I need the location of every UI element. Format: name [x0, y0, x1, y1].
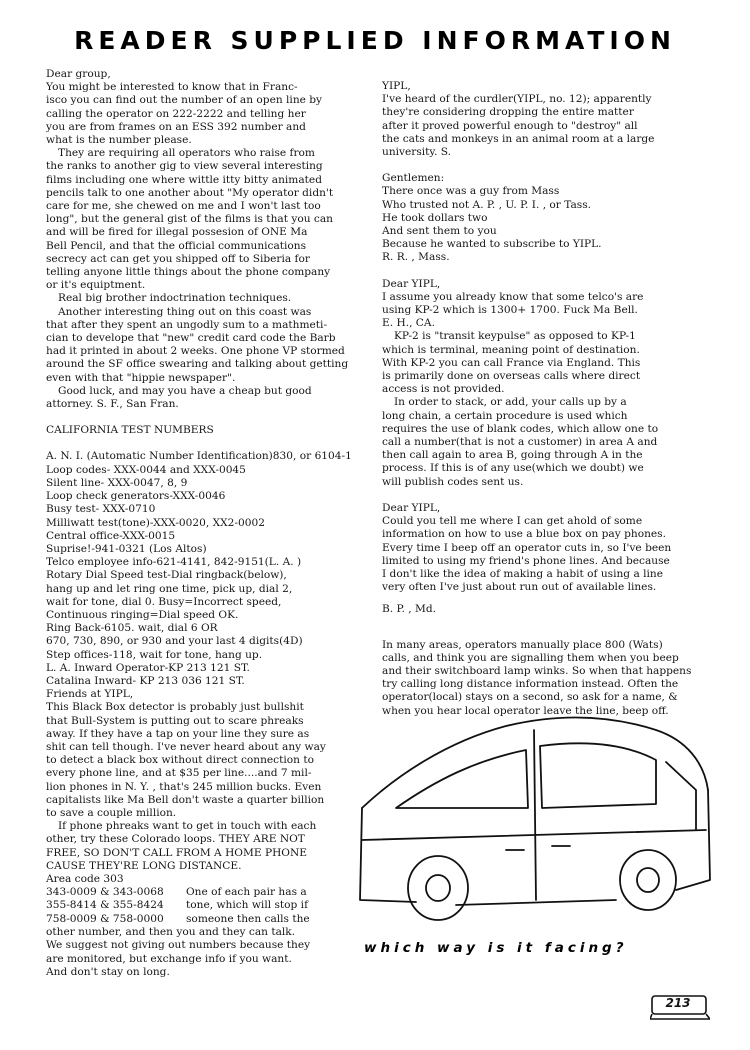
- list-item: Rotary Dial Speed test-Dial ringback(below),: [46, 569, 287, 582]
- text-line: FREE, SO DON'T CALL FROM A HOME PHONE: [46, 846, 307, 859]
- text-line: long", but the general gist of the films is that you can: [46, 213, 333, 226]
- text-line: Friends at YIPL,: [46, 688, 134, 701]
- list-item: hang up and let ring one time, pick up, dial 2,: [46, 582, 293, 595]
- letter-curdler: [382, 80, 712, 159]
- text-line: other, try these Colorado loops. THEY ARE NOT: [46, 833, 305, 846]
- text-line: around the SF office swearing and talking about getting: [46, 358, 349, 371]
- text-line: even with that "hippie newspaper".: [46, 371, 236, 384]
- text-line: you are from frames on an ESS 392 number and: [46, 120, 306, 133]
- text-line: after it proved powerful enough to "destroy" all: [382, 119, 638, 132]
- list-item: Catalina Inward- KP 213 036 121 ST.: [46, 674, 245, 687]
- text-line: access is not provided.: [382, 383, 505, 396]
- list-item: Step offices-118, wait for tone, hang up.: [46, 648, 263, 661]
- list-item: Ring Back-6105. wait, dial 6 OR: [46, 622, 218, 635]
- text-line: In many areas, operators manually place 800 (Wats): [382, 638, 663, 651]
- text-line: With KP-2 you can call France via England. This: [382, 356, 641, 369]
- text-line: shit can tell though. I've never heard about any way: [46, 740, 326, 753]
- text-line: R. R. , Mass.: [382, 251, 450, 264]
- list-item: Loop check generators-XXX-0046: [46, 490, 226, 503]
- list-item: wait for tone, dial 0. Busy=Incorrect speed,: [46, 595, 282, 608]
- text-line: pencils talk to one another about "My operator didn't: [46, 186, 334, 199]
- loop-desc: One of each pair has a: [186, 886, 307, 899]
- text-line: Dear YIPL,: [382, 501, 441, 514]
- text-line: they're considering dropping the entire matter: [382, 106, 634, 119]
- text-line: This Black Box detector is probably just bullshit: [46, 701, 304, 714]
- text-line: the cats and monkeys in an animal room at a large: [382, 132, 655, 145]
- text-line: KP-2 is "transit keypulse" as opposed to KP-1: [394, 330, 636, 343]
- text-line: that after they spent an ungodly sum to a mathmeti-: [46, 318, 328, 331]
- text-line: to save a couple million.: [46, 806, 177, 819]
- text-line: cian to develope that "new" credit card code the Barb: [46, 332, 336, 345]
- text-line: using KP-2 which is 1300+ 1700. Fuck Ma Bell.: [382, 304, 638, 317]
- loop-pair: 355-8414 & 355-8424: [46, 899, 164, 912]
- page-number: 213: [665, 996, 691, 1010]
- text-line: will publish codes sent us.: [382, 475, 524, 488]
- text-line: And don't stay on long.: [46, 965, 170, 978]
- text-line: what is the number please.: [46, 134, 192, 147]
- text-line: Could you tell me where I can get ahold of some: [382, 515, 643, 528]
- text-line: call a number(that is not a customer) in area A and: [382, 436, 658, 449]
- list-item: Busy test- XXX-0710: [46, 503, 156, 516]
- list-item: Telco employee info-621-4141, 842-9151(L. A. ): [46, 556, 302, 569]
- text-line: Gentlemen:: [382, 172, 445, 185]
- letter-kp2: [382, 278, 712, 489]
- text-line: away. If they have a tap on your line they sure as: [46, 727, 310, 740]
- text-line: then call again to area B, going through A in the: [382, 449, 643, 462]
- page-number-box: [650, 994, 710, 1020]
- text-line: long chain, a certain procedure is used which: [382, 409, 628, 422]
- text-line: YIPL,: [382, 80, 411, 92]
- text-line: capitalists like Ma Bell don't waste a quarter billion: [46, 793, 325, 806]
- text-line: had it printed in about 2 weeks. One phone VP stormed: [46, 345, 345, 358]
- left-column: [46, 68, 364, 979]
- text-line: And sent them to you: [382, 225, 497, 238]
- text-line: I assume you already know that some telco's are: [382, 290, 644, 303]
- loop-desc: tone, which will stop if: [186, 899, 308, 912]
- text-line: other number, and then you and they can talk.: [46, 926, 296, 939]
- text-line: telling anyone little things about the phone company: [46, 266, 331, 279]
- list-item: Suprise!-941-0321 (Los Altos): [46, 542, 207, 555]
- list-item: 670, 730, 890, or 930 and your last 4 digits(4D): [46, 635, 303, 648]
- list-item: Central office-XXX-0015: [46, 529, 176, 542]
- text-line: which is terminal, meaning point of destination.: [382, 343, 640, 356]
- text-line: I've heard of the curdler(YIPL, no. 12); apparently: [382, 93, 652, 106]
- text-line: Good luck, and may you have a cheap but good: [58, 384, 312, 397]
- list-item: L. A. Inward Operator-KP 213 121 ST.: [46, 661, 250, 674]
- text-line: university. S.: [382, 146, 451, 159]
- text-line: very often I've just about run out of available lines.: [382, 581, 657, 594]
- text-line: information on how to use a blue box on pay phones.: [382, 528, 666, 541]
- text-line: You might be interested to know that in Franc-: [46, 81, 298, 94]
- text-line: They are requiring all operators who raise from: [58, 147, 315, 160]
- text-line: films including one where wittle itty bitty animated: [46, 173, 322, 186]
- text-line: every phone line, and at $35 per line....and 7 mil-: [46, 767, 312, 780]
- text-line: requires the use of blank codes, which allow one to: [382, 422, 659, 435]
- text-line: and will be fired for illegal possesion of ONE Ma: [46, 226, 308, 239]
- text-line: isco you can find out the number of an open line by: [46, 94, 323, 107]
- letter-blue-box: [382, 502, 712, 617]
- colorado-loops: [46, 886, 364, 926]
- text-line: lion phones in N. Y. , that's 245 million bucks. Even: [46, 780, 322, 793]
- text-line: Bell Pencil, and that the official communications: [46, 239, 307, 252]
- page-title: READER SUPPLIED INFORMATION: [74, 26, 676, 55]
- list-item: Silent line- XXX-0047, 8, 9: [46, 476, 188, 489]
- text-line: Area code 303: [46, 872, 124, 885]
- text-line: We suggest not giving out numbers because they: [46, 939, 311, 952]
- text-line: Dear group,: [46, 68, 111, 80]
- text-line: to detect a black box without direct connection to: [46, 754, 314, 767]
- text-line: that Bull-System is putting out to scare phreaks: [46, 714, 304, 727]
- list-item: A. N. I. (Automatic Number Identification)830, or 6104-1: [46, 450, 352, 463]
- text-line: the ranks to another gig to view several interesting: [46, 160, 323, 173]
- text-line: In order to stack, or add, your calls up by a: [394, 396, 627, 409]
- list-item: Loop codes- XXX-0044 and XXX-0045: [46, 463, 246, 476]
- text-line: secrecy act can get you shipped off to Siberia for: [46, 252, 310, 265]
- text-line: is primarily done on overseas calls where direct: [382, 370, 641, 383]
- text-line: If phone phreaks want to get in touch with each: [58, 820, 317, 833]
- list-item: Milliwatt test(tone)-XXX-0020, XX2-0002: [46, 516, 265, 529]
- car-sketch: [356, 690, 716, 930]
- text-line: care for me, she chewed on me and I won't last too: [46, 200, 321, 213]
- test-numbers-list: [46, 450, 364, 886]
- text-line: CAUSE THEY'RE LONG DISTANCE.: [46, 859, 242, 872]
- text-line: and their switchboard lamp winks. So when that happens: [382, 664, 692, 677]
- text-line: Dear YIPL,: [382, 277, 441, 290]
- text-line: are monitored, but exchange info if you want.: [46, 952, 292, 965]
- illustration-caption: which way is it facing?: [364, 940, 628, 956]
- text-line: He took dollars two: [382, 211, 488, 224]
- letter-poem: [382, 172, 712, 264]
- right-column: [382, 80, 712, 718]
- section-heading: CALIFORNIA TEST NUMBERS: [46, 424, 214, 437]
- text-line: Real big brother indoctrination techniques.: [58, 292, 292, 305]
- text-line: I don't like the idea of making a habit of using a line: [382, 567, 664, 580]
- text-line: Another interesting thing out on this coast was: [58, 305, 312, 318]
- letter-san-francisco: [46, 68, 364, 411]
- loop-desc: someone then calls the: [186, 912, 310, 925]
- text-line: calling the operator on 222-2222 and telling her: [46, 107, 306, 120]
- text-line: operator(local) stays on a second, so ask for a name, &: [382, 691, 678, 704]
- text-line: Because he wanted to subscribe to YIPL.: [382, 238, 602, 251]
- text-line: Who trusted not A. P. , U. P. I. , or Tass.: [382, 198, 592, 211]
- text-line: limited to using my friend's phone lines. And because: [382, 554, 670, 567]
- text-line: or it's equiptment.: [46, 279, 146, 292]
- text-line: Every time I beep off an operator cuts in, so I've been: [382, 541, 672, 554]
- text-line: calls, and think you are signalling them when you beep: [382, 651, 679, 664]
- text-line: There once was a guy from Mass: [382, 185, 560, 198]
- loop-pair: 343-0009 & 343-0068: [46, 886, 164, 899]
- text-line: when you hear local operator leave the line, beep off.: [382, 704, 669, 717]
- text-line: process. If this is of any use(which we doubt) we: [382, 462, 644, 475]
- list-item: Continuous ringing=Dial speed OK.: [46, 608, 239, 621]
- loop-pair: 758-0009 & 758-0000: [46, 912, 164, 925]
- signature: B. P. , Md.: [382, 603, 436, 616]
- text-line: attorney. S. F., San Fran.: [46, 398, 179, 411]
- text-line: E. H., CA.: [382, 317, 435, 330]
- text-line: try calling long distance information instead. Often the: [382, 678, 679, 691]
